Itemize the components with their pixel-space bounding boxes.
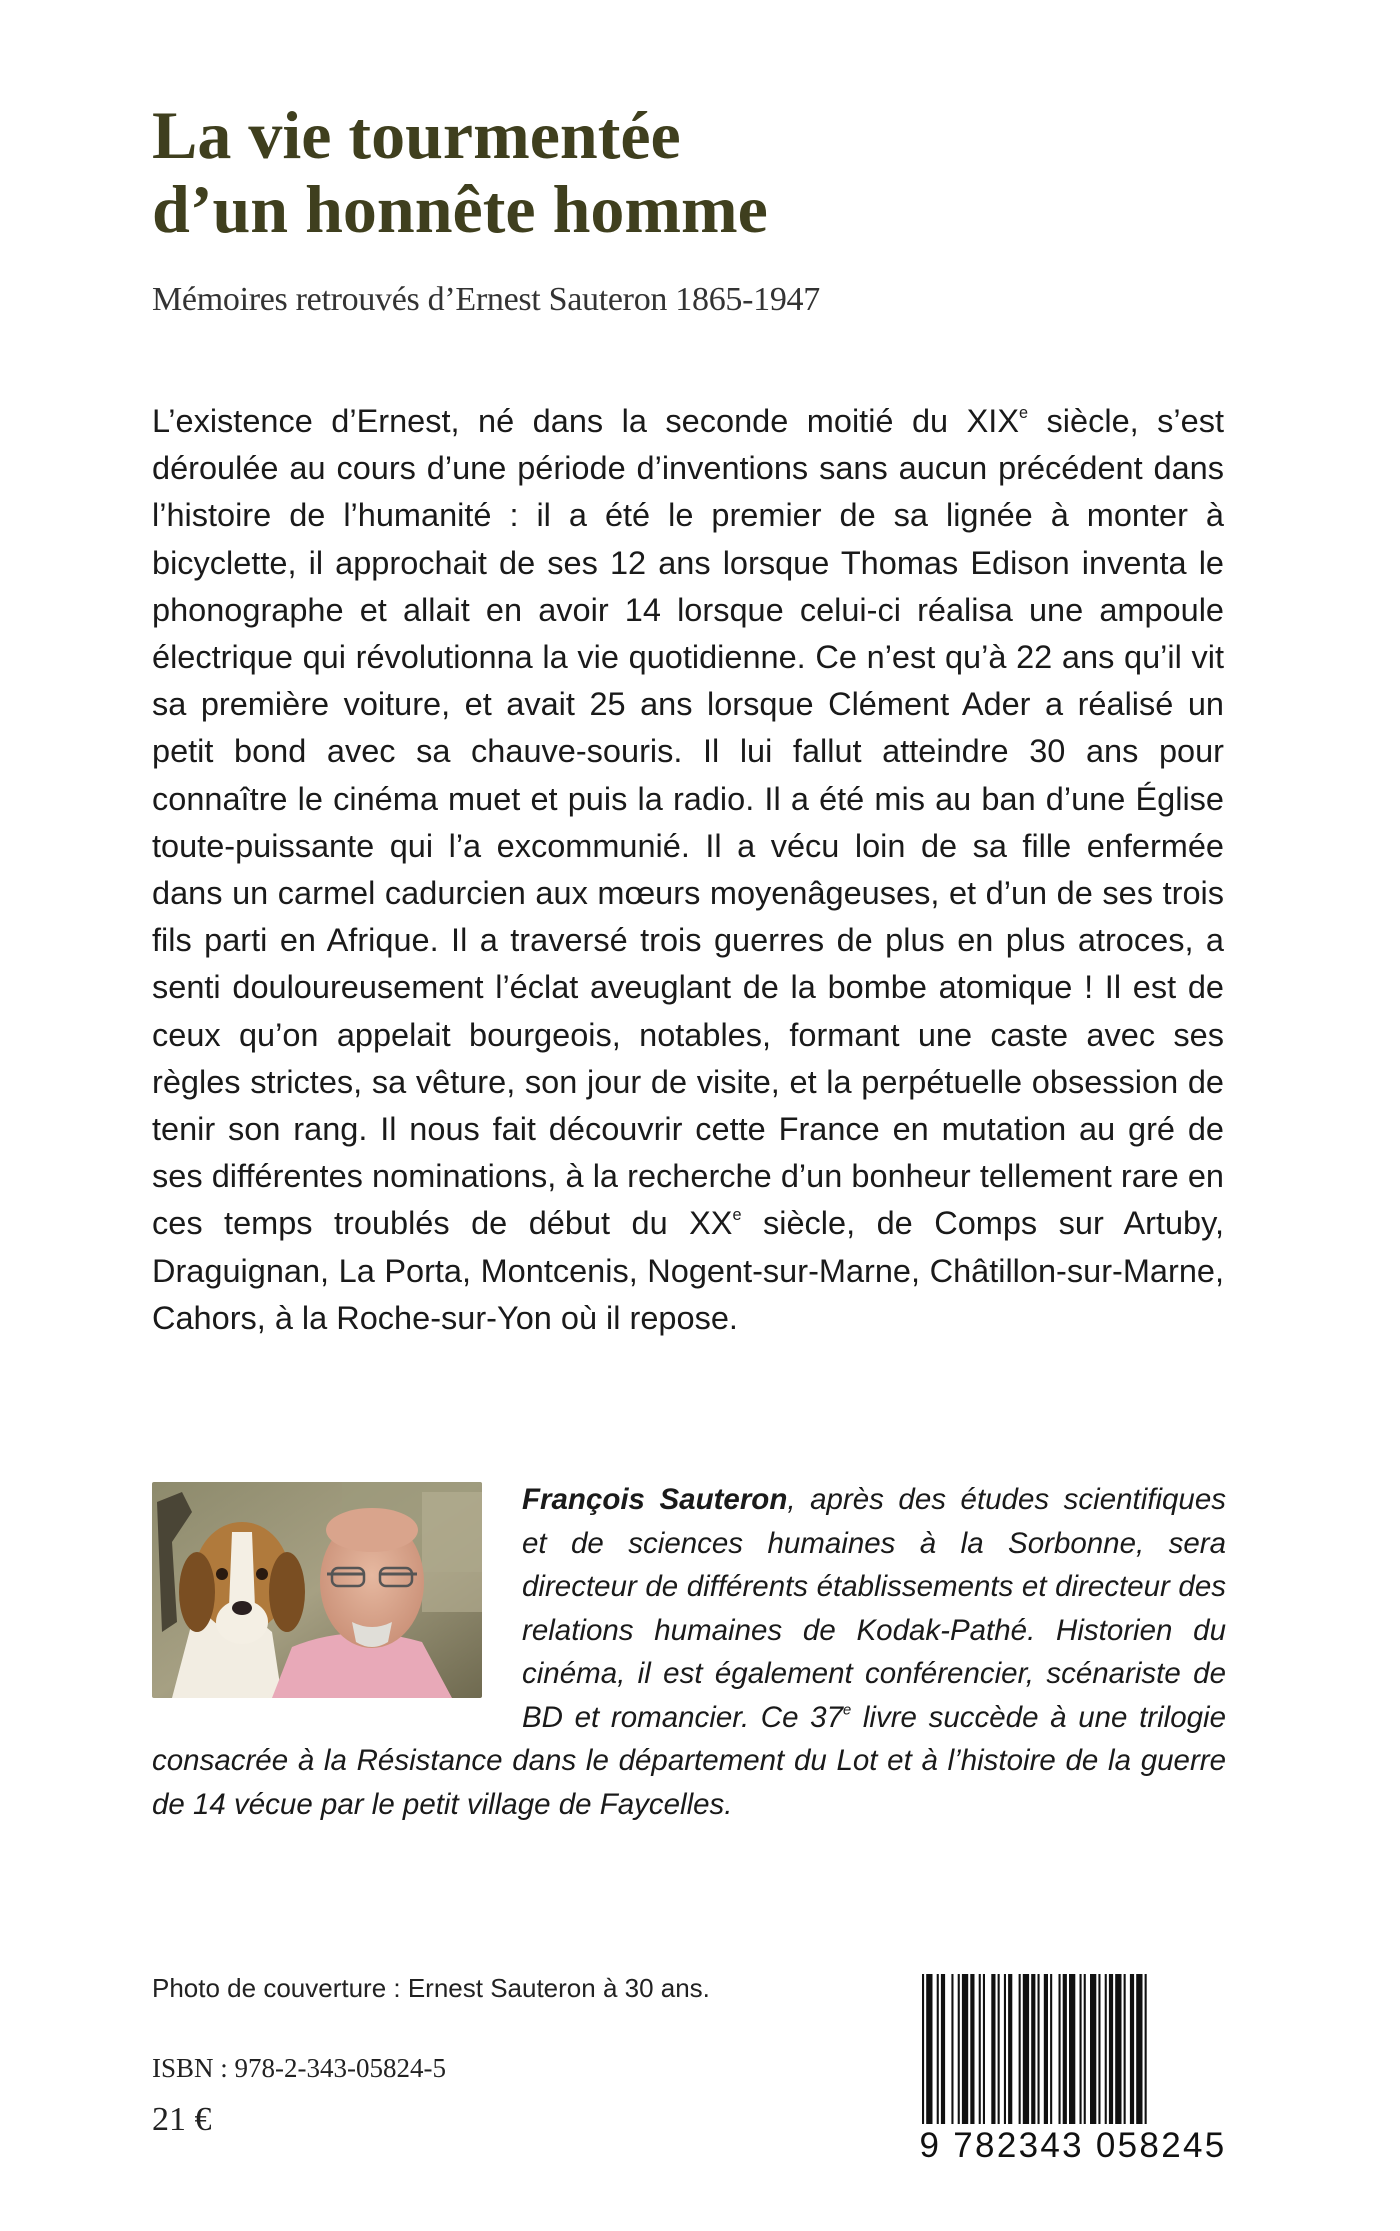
superscript-e: e [1019,404,1029,423]
barcode-bar [1019,1974,1021,2124]
barcode-bar [970,1974,974,2124]
barcode-bar [958,1974,960,2124]
barcode-bar [1031,1974,1035,2124]
author-photo [152,1482,482,1698]
author-bio-part-1: , après des études scientifiques et de sciences humaines à la Sorbonne, sera directeur de différents établissements et directeur des relations humaines de Kodak-Pathé. Historien du cinéma, il est également conférencier, scénariste de BD et romancier. Ce 37 [522,1483,1226,1734]
barcode-bar [1004,1974,1006,2124]
barcode-digits: 9 782343 058245 [919,2126,1227,2165]
synopsis-part-2: siècle, s’est déroulée au cours d’une période d’inventions sans aucun précédent dans l’histoire de l’humanité : il a été le premier de sa lignée à monter à bicyclette, il approchait de ses 12 ans lorsque Thomas Edison inventa le phonographe et allait en avoir 14 lorsque celui-ci réalisa une ampoule électrique qui révolutionna la vie quotidienne. Ce n’est qu’à 22 ans qu’il vit sa première voiture, et avait 25 ans lorsque Clément Ader a réalisé un petit bond avec sa chauve-souris. Il lui fallut atteindre 30 ans pour connaître le cinéma muet et puis la radio. Il a été mis au ban d’une Église toute-puissante qui l’a excommunié. Il a vécu loin de sa fille enfermée dans un carmel cadurcien aux mœurs moyenâgeuses, et d’un de ses trois fils parti en Afrique. Il a traversé trois guerres de plus en plus atroces, a senti douloureusement l’éclat aveuglant de la bombe atomique ! Il est de ceux qu’on appelait bourgeois, notables, formant une caste avec ses règles strictes, sa vêture, son jour de visite, et la perpétuelle obsession de tenir son rang. Il nous fait découvrir cette France en mutation au gré de ses différentes nominations, à la recherche d’un bonheur tellement rare en ces temps troublés de début du XX [152,403,1224,1242]
barcode-bar [1124,1974,1126,2124]
barcode-bar [1098,1974,1100,2124]
synopsis-part-3: siècle, de Comps sur Artuby, Draguignan, La Porta, Montcenis, Nogent-sur-Marne, Châtillon-sur-Marne, Cahors, à la Roche-sur-Yon où il repose. [152,1205,1224,1336]
barcode-bar [1080,1974,1082,2124]
photo-credit: Photo de couverture : Ernest Sauteron à 30 ans. [152,1973,710,2003]
barcode-bar [1063,1974,1067,2124]
barcode-bar [941,1974,945,2124]
title-line-2: d’un honnête homme [152,171,768,247]
barcode-bar [1115,1974,1121,2124]
barcode-bar [1050,1974,1052,2124]
book-title [152,98,1252,246]
author-name: François Sauteron [522,1483,788,1516]
superscript-e: e [842,1701,852,1718]
barcode [918,1974,1228,2164]
barcode-bar [926,1974,932,2124]
title-line-1: La vie tourmentée [152,97,681,173]
price: 21 € [152,2101,212,2138]
barcode-bar [951,1974,953,2124]
barcode-bar [991,1974,995,2124]
barcode-bar [979,1974,981,2124]
superscript-e: e [732,1206,742,1225]
author-bio-part-2: livre succède à une trilogie consacrée à la Résistance dans le département du Lot et à l’histoire de la guerre de 14 vécue par le petit village de Faycelles. [152,1700,1226,1821]
synopsis-part-1: L’existence d’Ernest, né dans la seconde moitié du XIX [152,403,1020,439]
barcode-bar [1105,1974,1107,2124]
isbn: ISBN : 978-2-343-05824-5 [152,2053,446,2083]
barcode-bar [1023,1974,1029,2124]
book-subtitle: Mémoires retrouvés d’Ernest Sauteron 1865-1947 [152,281,820,318]
barcode-bar [1136,1974,1142,2124]
author-bio [152,1478,1226,1826]
barcode-bar [1069,1974,1075,2124]
barcode-bar [1090,1974,1096,2124]
barcode-bar [1059,1974,1061,2124]
barcode-bars [918,1974,1228,2124]
barcode-bar [983,1974,985,2124]
synopsis-paragraph [152,398,1224,1342]
barcode-bar [937,1974,939,2124]
barcode-bar [1084,1974,1086,2124]
barcode-bar [1130,1974,1134,2124]
barcode-bar [1145,1974,1147,2124]
barcode-bar [1008,1974,1012,2124]
barcode-bar [962,1974,968,2124]
barcode-bar [1038,1974,1040,2124]
barcode-bar [998,1974,1000,2124]
barcode-bar [1109,1974,1113,2124]
barcode-bar [1044,1974,1048,2124]
barcode-bar [922,1974,924,2124]
